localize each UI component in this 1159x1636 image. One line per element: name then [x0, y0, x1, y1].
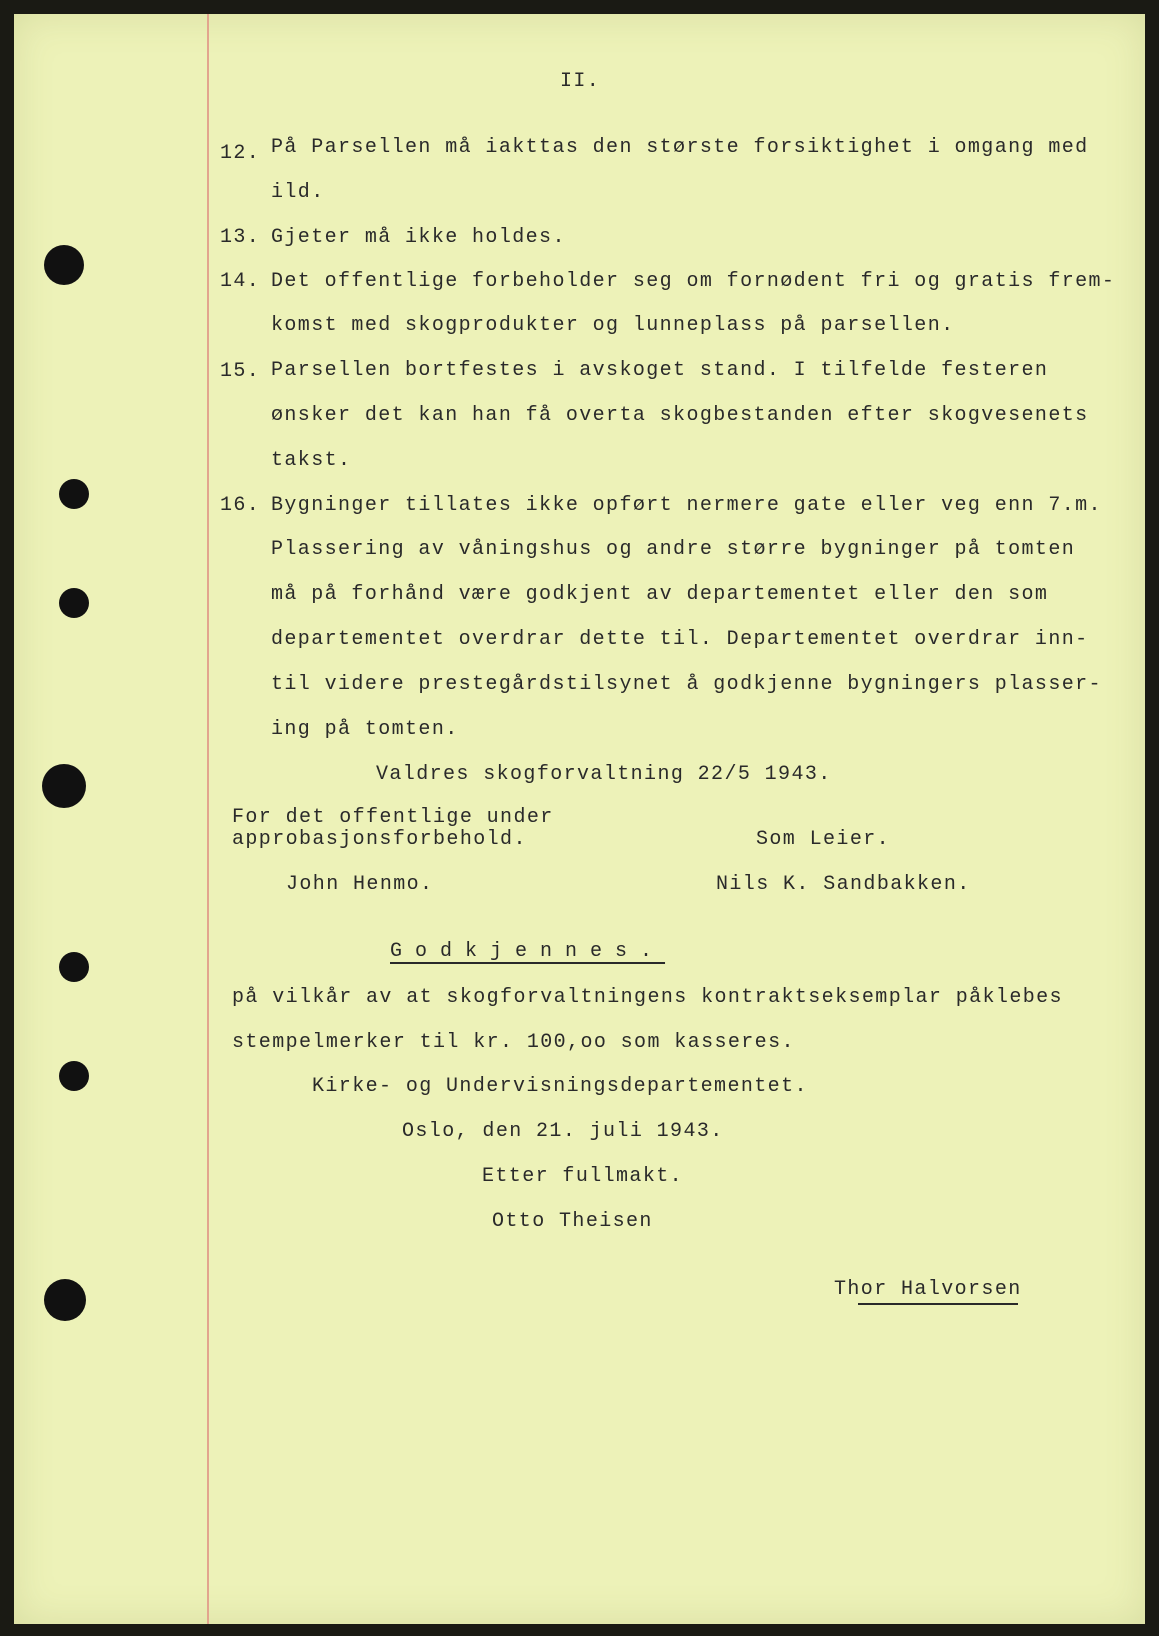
- approval-authority: Etter fullmakt.: [482, 1165, 684, 1188]
- item-line: På Parsellen må iakttas den største forsiktighet i omgang med: [271, 136, 1089, 159]
- item-line: Det offentlige forbeholder seg om fornødent fri og gratis frem-: [271, 270, 1116, 293]
- punch-hole: [59, 952, 89, 982]
- item-line: ing på tomten.: [271, 718, 459, 741]
- second-signer: Thor Halvorsen: [834, 1278, 1022, 1301]
- approval-date: Oslo, den 21. juli 1943.: [402, 1120, 724, 1143]
- item-line: departementet overdrar dette til. Departementet overdrar inn-: [271, 628, 1089, 651]
- approval-signer: Otto Theisen: [492, 1210, 653, 1233]
- signature-line: [858, 1303, 1018, 1305]
- item-line: takst.: [271, 449, 352, 472]
- item-number: 14.: [220, 270, 261, 293]
- punch-hole: [44, 245, 84, 285]
- document-page: [14, 14, 1145, 1624]
- page-header: II.: [560, 70, 601, 93]
- item-number: 12.: [220, 142, 261, 165]
- approval-line2: stempelmerker til kr. 100,oo som kasseres.: [232, 1031, 795, 1054]
- item-number: 15.: [220, 360, 261, 383]
- item-number: 13.: [220, 226, 261, 249]
- item-line: til videre prestegårdstilsynet å godkjenne bygningers plasser-: [271, 673, 1102, 696]
- approval-line1: på vilkår av at skogforvaltningens kontraktseksemplar påklebes: [232, 986, 1063, 1009]
- item-line: må på forhånd være godkjent av departementet eller den som: [271, 583, 1049, 606]
- place-date: Valdres skogforvaltning 22/5 1943.: [376, 763, 832, 786]
- right-party-name: Nils K. Sandbakken.: [716, 873, 971, 896]
- left-party-line1: For det offentlige under: [232, 806, 554, 829]
- left-party-name: John Henmo.: [286, 873, 434, 896]
- left-party-line2: approbasjonsforbehold.: [232, 828, 527, 851]
- item-line: ild.: [271, 181, 325, 204]
- item-line: Bygninger tillates ikke opført nermere gate eller veg enn 7.m.: [271, 494, 1102, 517]
- item-line: Plassering av våningshus og andre større bygninger på tomten: [271, 538, 1076, 561]
- item-number: 16.: [220, 494, 261, 517]
- approval-department: Kirke- og Undervisningsdepartementet.: [312, 1075, 808, 1098]
- punch-hole: [59, 479, 89, 509]
- item-line: komst med skogprodukter og lunneplass på parsellen.: [271, 314, 955, 337]
- item-line: Parsellen bortfestes i avskoget stand. I tilfelde festeren: [271, 359, 1049, 382]
- punch-hole: [59, 588, 89, 618]
- punch-hole: [44, 1279, 86, 1321]
- punch-hole: [42, 764, 86, 808]
- punch-hole: [59, 1061, 89, 1091]
- approval-heading: Godkjennes.: [390, 940, 666, 963]
- right-party-role: Som Leier.: [756, 828, 891, 851]
- item-line: ønsker det kan han få overta skogbestanden efter skogvesenets: [271, 404, 1089, 427]
- item-line: Gjeter må ikke holdes.: [271, 226, 566, 249]
- margin-line: [207, 14, 209, 1624]
